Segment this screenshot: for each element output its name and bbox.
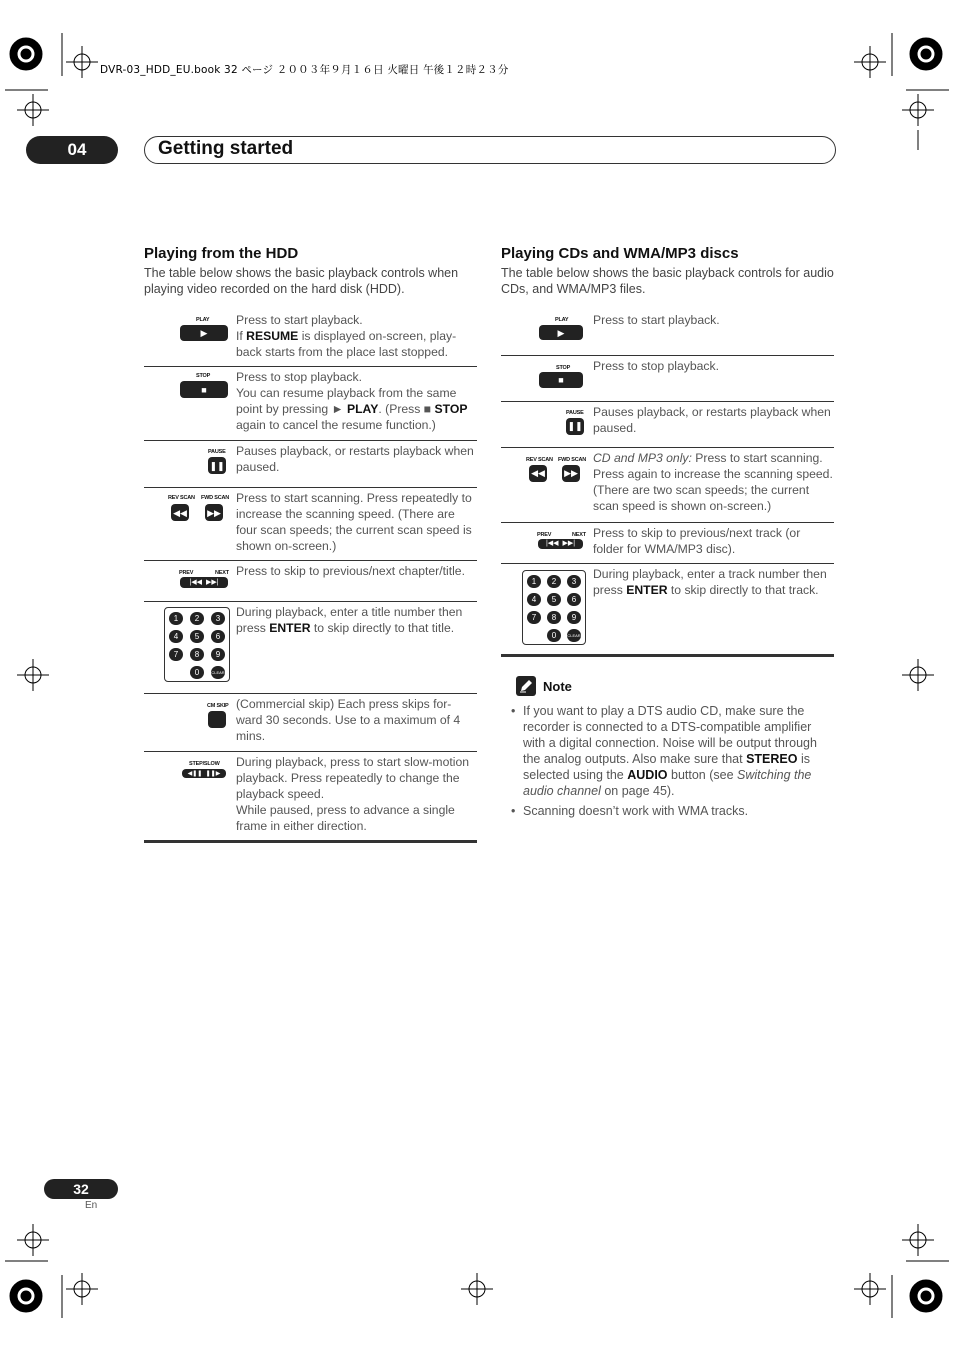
fwd-scan-label: FWD SCAN — [201, 495, 230, 501]
keypad-key-clear: CLEAR — [211, 666, 225, 679]
description — [593, 563, 834, 655]
keypad-key: 9 — [567, 611, 581, 624]
description — [236, 602, 477, 694]
description: Press to stop playback. — [593, 358, 719, 373]
keypad-key-clear: CLEAR — [567, 629, 581, 642]
button-cell — [144, 752, 236, 842]
prev-next-button-icon: |◀◀ ▶▶| — [180, 577, 228, 588]
keypad-key: 3 — [211, 612, 225, 625]
fwd-scan-button-icon: ▶▶ — [562, 465, 580, 482]
description: Press to skip to previous/next chapter/title. — [236, 564, 465, 578]
play-button-icon: ▶ — [539, 325, 583, 340]
desc-part: During playback, enter a title number then press — [236, 605, 463, 635]
description — [236, 367, 477, 441]
keypad-key: 1 — [527, 575, 541, 588]
play-button-icon: ▶ — [180, 325, 228, 341]
rev-scan-button-icon: ◀◀ — [171, 504, 189, 521]
note-part: is selected using the — [523, 752, 810, 782]
table-row — [144, 488, 477, 561]
cm-skip-label: CM SKIP — [207, 703, 229, 709]
table-row — [144, 752, 477, 842]
note-part: on page 45). — [600, 784, 675, 798]
description — [593, 447, 834, 522]
language-code: En — [85, 1200, 98, 1211]
section-intro-cd: The table below shows the basic playback controls for audio CDs, and WMA/MP3 files. — [501, 266, 834, 296]
note-item: • Scanning doesn’t work with WMA tracks. — [511, 803, 834, 819]
note-part: button (see — [667, 768, 738, 782]
desc-part: Press to start scanning. Press again to increase the scanning speed. (There are two scan speeds; the current scan speed is shown on-screen.) — [593, 450, 833, 513]
pause-label: PAUSE — [566, 409, 584, 416]
button-cell — [501, 310, 593, 355]
left-section — [144, 245, 478, 297]
right-section — [501, 245, 835, 297]
table-row — [501, 522, 834, 563]
next-label: NEXT — [215, 570, 229, 576]
keypad-key: 4 — [527, 593, 541, 606]
keypad-key: 2 — [547, 575, 561, 588]
stop-label: STOP — [556, 364, 571, 371]
desc-line — [236, 385, 477, 433]
stop-button-icon: ■ — [539, 372, 583, 388]
pause-label: PAUSE — [208, 449, 226, 455]
keypad-key: 1 — [169, 612, 183, 625]
table-row — [144, 367, 477, 441]
cd-controls-table — [501, 310, 834, 657]
description — [236, 752, 477, 842]
audio-term: AUDIO — [627, 768, 668, 782]
cd-mp3-only-term: CD and MP3 only: — [593, 450, 692, 465]
play-label: PLAY — [555, 317, 569, 323]
note-list — [511, 703, 834, 819]
button-cell — [144, 310, 236, 367]
stop-button-icon: ■ — [180, 381, 228, 398]
table-row — [501, 563, 834, 655]
prev-next-button-icon: |◀◀ ▶▶| — [538, 539, 583, 549]
play-label: PLAY — [196, 317, 210, 323]
desc-part: . (Press ■ — [378, 402, 435, 416]
keypad-key: 4 — [169, 630, 183, 643]
cross-reference: Switching the audio channel — [523, 768, 812, 798]
table-row — [144, 561, 477, 602]
button-cell — [501, 447, 593, 522]
page-number: 32 — [44, 1179, 118, 1199]
enter-term: ENTER — [626, 582, 668, 597]
prev-label: PREV — [537, 531, 552, 538]
desc-part: You can resume playback from the same point by pressing ► — [236, 386, 457, 416]
fwd-scan-label: FWD SCAN — [558, 456, 587, 463]
hdd-controls-table — [144, 310, 477, 843]
chapter-title: Getting started — [158, 138, 294, 159]
description: (Commercial skip) Each press skips for-ward 30 seconds. Use to a maximum of 4 mins. — [236, 697, 461, 743]
section-heading-cd: Playing CDs and WMA/MP3 discs — [501, 245, 739, 262]
table-row — [144, 441, 477, 488]
description: Pauses playback, or restarts playback when paused. — [593, 404, 831, 435]
stereo-term: STEREO — [746, 752, 798, 766]
keypad-key: 7 — [169, 648, 183, 661]
keypad-key: 0 — [547, 629, 561, 642]
number-keypad-icon — [522, 570, 586, 645]
keypad-key: 2 — [190, 612, 204, 625]
button-cell — [501, 522, 593, 563]
note-title: Note — [543, 679, 572, 694]
prev-label: PREV — [179, 570, 194, 576]
table-row — [501, 447, 834, 522]
step-slow-label: STEP/SLOW — [189, 761, 220, 767]
play-term: PLAY — [346, 402, 379, 416]
description — [236, 310, 477, 367]
desc-line: Press to stop playback. — [236, 370, 362, 384]
table-row — [501, 401, 834, 447]
stop-label: STOP — [196, 373, 211, 379]
print-slug: DVR-03_HDD_EU.book 32 ページ ２００３年９月１６日 火曜日 午後１２時２３分 — [100, 64, 509, 76]
fwd-scan-button-icon: ▶▶ — [205, 504, 223, 521]
desc-line: During playback, press to start slow-motion playback. Press repeatedly to change the playback speed. — [236, 755, 470, 801]
step-slow-button-icon: ◀❚❚ ❚❚▶ — [182, 769, 226, 778]
keypad-key: 7 — [527, 611, 541, 624]
description: Press to start playback. — [593, 313, 720, 327]
keypad-key: 9 — [211, 648, 225, 661]
cm-skip-button-icon — [208, 711, 226, 728]
keypad-key: 8 — [547, 611, 561, 624]
keypad-key: 0 — [190, 666, 204, 679]
keypad-key: 3 — [567, 575, 581, 588]
section-heading-hdd: Playing from the HDD — [144, 245, 299, 262]
button-cell — [144, 367, 236, 441]
desc-line: Press to start playback. — [236, 313, 363, 327]
desc-part: again to cancel the resume function.) — [236, 418, 436, 432]
note-item — [511, 703, 834, 799]
chapter-number: 04 — [67, 140, 87, 159]
table-row — [144, 602, 477, 694]
resume-term: RESUME — [246, 329, 299, 343]
button-cell — [501, 355, 593, 401]
description: Press to skip to previous/next track (or folder for WMA/MP3 disc). — [593, 525, 801, 556]
pause-button-icon: ❚❚ — [208, 457, 226, 474]
desc-part: During playback, enter a track number then press — [593, 566, 827, 597]
button-cell — [144, 488, 236, 561]
table-row — [144, 694, 477, 752]
number-keypad-icon — [164, 607, 230, 682]
section-intro-hdd: The table below shows the basic playback controls when playing video recorded on the hard disk (HDD). — [144, 266, 459, 296]
desc-part: If — [236, 329, 247, 343]
desc-line — [236, 328, 477, 360]
keypad-key: 5 — [547, 593, 561, 606]
next-label: NEXT — [572, 531, 586, 538]
button-cell — [501, 401, 593, 447]
note-pencil-icon — [516, 676, 536, 696]
table-row — [144, 310, 477, 367]
note-part: If you want to play a DTS audio CD, make sure the recorder is connected to a DTS-compatible amplifier with a digital connection. Noise will be output through the analog outputs. Also make sure that — [523, 704, 817, 766]
stop-term: STOP — [434, 402, 468, 416]
button-cell — [144, 694, 236, 752]
keypad-key: 6 — [211, 630, 225, 643]
keypad-key: 5 — [190, 630, 204, 643]
button-cell — [501, 563, 593, 655]
keypad-key: 6 — [567, 593, 581, 606]
description: Pauses playback, or restarts playback when paused. — [236, 444, 474, 474]
pause-button-icon: ❚❚ — [566, 418, 584, 435]
desc-part: to skip directly to that title. — [310, 621, 455, 635]
desc-part: to skip directly to that track. — [667, 582, 819, 597]
desc-part: is displayed on-screen, play-back starts from the place last stopped. — [236, 329, 457, 359]
table-row — [501, 310, 834, 355]
table-row — [501, 355, 834, 401]
keypad-key: 8 — [190, 648, 204, 661]
chapter-number-badge — [26, 136, 118, 164]
button-cell — [144, 561, 236, 602]
button-cell — [144, 602, 236, 694]
enter-term: ENTER — [269, 621, 311, 635]
button-cell — [144, 441, 236, 488]
desc-line: While paused, press to advance a single frame in either direction. — [236, 803, 455, 833]
rev-scan-button-icon: ◀◀ — [529, 465, 547, 482]
description: Press to start scanning. Press repeatedly to increase the scanning speed. (There are four scan speeds; the current scan speed is shown on-screen.) — [236, 491, 472, 553]
rev-scan-label: REV SCAN — [526, 456, 553, 463]
rev-scan-label: REV SCAN — [168, 495, 195, 501]
